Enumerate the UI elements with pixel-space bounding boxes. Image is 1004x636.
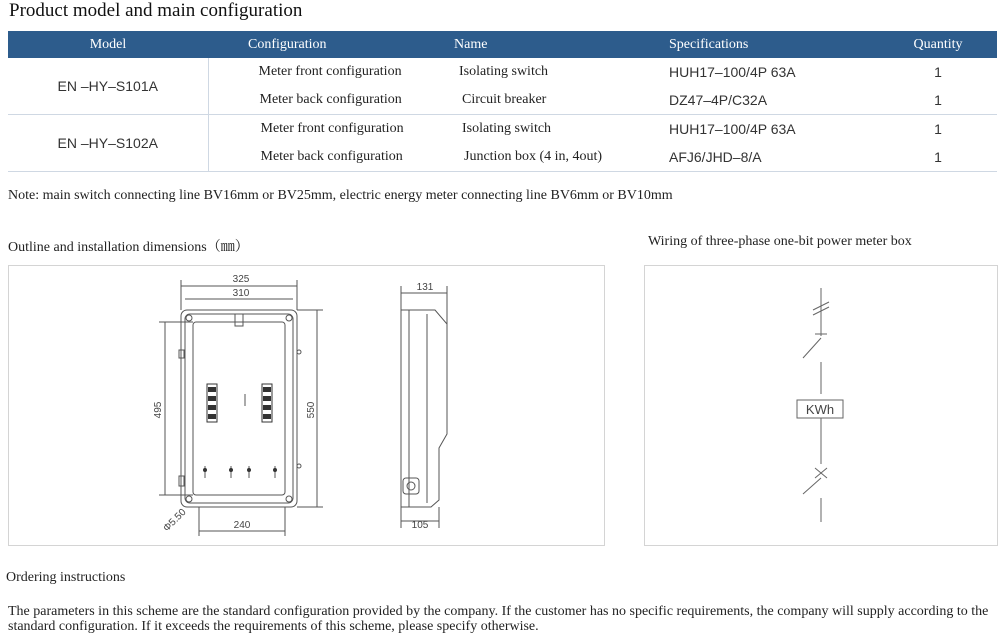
quantity-cell: 1 — [879, 86, 997, 115]
dim-height-inner: 495 — [153, 401, 164, 419]
dim-depth-bottom: 105 — [411, 520, 429, 531]
dim-width-inner: 310 — [232, 288, 250, 299]
configuration-table — [8, 31, 997, 172]
outline-dimension-drawing — [9, 266, 604, 545]
spec-cell: HUH17–100/4P 63A — [669, 64, 796, 80]
spec-cell: AFJ6/JHD–8/A — [663, 143, 879, 172]
dim-depth-top: 131 — [416, 282, 434, 293]
wiring-heading: Wiring of three-phase one-bit power meter box — [648, 234, 912, 249]
outline-drawing — [8, 265, 605, 546]
ordering-text: The parameters in this scheme are the standard configuration provided by the company. If the customer has no specific requirements, the company will supply according to the standard configuration. If it exceeds the requirements of this scheme, please specify otherwise. — [8, 604, 989, 634]
name-cell: Circuit breaker — [454, 86, 663, 115]
wiring-schematic — [645, 266, 997, 545]
header-name: Name — [454, 31, 663, 58]
model-cell: EN –HY–S101A — [8, 58, 208, 115]
dim-width-outer: 325 — [232, 274, 250, 285]
name-cell: Junction box (4 in, 4out) — [454, 143, 663, 172]
dim-hole: Φ5.50 — [161, 506, 189, 535]
dim-height-outer: 550 — [306, 401, 317, 419]
quantity-cell: 1 — [934, 64, 942, 80]
table-row — [8, 58, 997, 86]
outline-heading: Outline and installation dimensions（㎜） — [8, 240, 249, 255]
configuration-cell: Meter front configuration — [260, 121, 404, 136]
model-cell: EN –HY–S102A — [8, 115, 208, 172]
configuration-cell: Meter back configuration — [208, 86, 454, 115]
spec-cell: DZ47–4P/C32A — [663, 86, 879, 115]
quantity-cell: 1 — [934, 121, 942, 137]
wiring-drawing — [644, 265, 998, 546]
header-specifications: Specifications — [663, 31, 879, 58]
configuration-cell: Meter front configuration — [258, 64, 402, 79]
ordering-heading: Ordering instructions — [6, 570, 126, 585]
name-cell: Isolating switch — [459, 64, 549, 79]
header-configuration: Configuration — [208, 31, 454, 58]
header-quantity: Quantity — [879, 31, 997, 58]
spec-cell: HUH17–100/4P 63A — [669, 121, 796, 137]
meter-label: KWh — [805, 402, 835, 417]
quantity-cell: 1 — [879, 143, 997, 172]
note-text: Note: main switch connecting line BV16mm or BV25mm, electric energy meter connecting line BV6mm or BV10mm — [8, 188, 673, 203]
page-title: Product model and main configuration — [9, 0, 303, 21]
table-header-row — [8, 31, 997, 58]
configuration-cell: Meter back configuration — [208, 143, 454, 172]
dim-bottom-width: 240 — [233, 520, 251, 531]
table-row — [8, 115, 997, 144]
name-cell: Isolating switch — [462, 121, 552, 136]
header-model: Model — [8, 31, 208, 58]
